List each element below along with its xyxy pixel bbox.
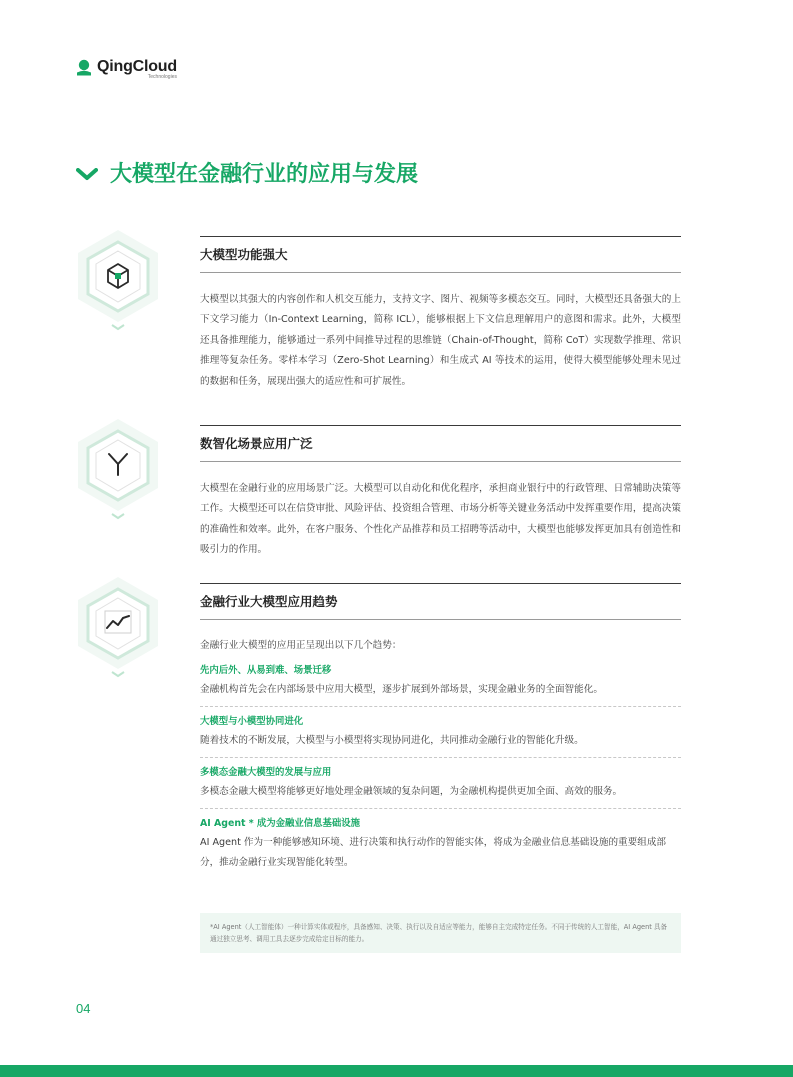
trend-item (200, 707, 681, 757)
trends-intro: 金融行业大模型的应用正呈现出以下几个趋势： (200, 640, 402, 651)
branch-icon (72, 417, 164, 527)
qingcloud-logo (76, 58, 177, 80)
trend-text: 金融机构首先会在内部场景中应用大模型，逐步扩展到外部场景，实现金融业务的全面智能化。 (200, 684, 603, 695)
section-title: 数智化场景应用广泛 (200, 436, 313, 451)
trend-item (200, 758, 681, 808)
trend-title: 大模型与小模型协同进化 (200, 716, 304, 727)
brand-name: QingCloud (97, 58, 177, 75)
trend-text: AI Agent 作为一种能够感知环境、进行决策和执行动作的智能实体，将成为金融业信息基础设施的重要组成部分，推动金融行业实现智能化转型。 (200, 837, 667, 868)
brand-subtitle: Technologies (147, 74, 177, 80)
trend-item (200, 656, 681, 706)
cube-icon (72, 228, 164, 338)
trend-title: 先内后外、从易到难、场景迁移 (200, 665, 332, 676)
section-body: 大模型以其强大的内容创作和人机交互能力，支持文字、图片、视频等多模态交互。同时，大模型还具备强大的上下文学习能力（In-Context Learning，简称 ICL），能够根据上下文信息理解用户的意图和需求。此外，大模型还具备推理能力，能够通过一系列中间推导过程的思维链（Chain-of-Thought，简称 CoT）实现数学推理、常识推理等复杂任务。零样本学习（Zero-Shot Learning）和生成式 AI 等技术的运用，使得大模型能够处理未见过的数据和任务，展现出强大的适应性和可扩展性。 (200, 294, 681, 387)
trend-title: 多模态金融大模型的发展与应用 (200, 767, 332, 778)
chevron-down-icon (76, 168, 98, 182)
section-title: 金融行业大模型应用趋势 (200, 594, 338, 609)
section-body: 大模型在金融行业的应用场景广泛。大模型可以自动化和优化程序，承担商业银行中的行政管理、日常辅助决策等工作。大模型还可以在信贷审批、风险评估、投资组合管理、市场分析等关键业务活动中发挥重要作用，提高决策的准确性和效率。此外，在客户服务、个性化产品推荐和员工招聘等活动中，大模型也能够发挥更加具有创造性和吸引力的作用。 (200, 483, 681, 556)
footnote-box (200, 913, 681, 953)
trend-item (200, 809, 681, 879)
trend-text: 多模态金融大模型将能够更好地处理金融领域的复杂问题，为金融机构提供更加全面、高效的服务。 (200, 786, 623, 797)
footer-bar (0, 1065, 793, 1077)
section-title: 大模型功能强大 (200, 247, 288, 262)
trend-text: 随着技术的不断发展，大模型与小模型将实现协同进化，共同推动金融行业的智能化升级。 (200, 735, 584, 746)
page-title: 大模型在金融行业的应用与发展 (110, 162, 419, 187)
trend-title: AI Agent * 成为金融业信息基础设施 (200, 818, 361, 829)
qingcloud-logo-icon (76, 59, 92, 77)
page-heading (76, 160, 418, 190)
page-number: 04 (76, 1001, 91, 1016)
footnote-text: *AI Agent（人工智能体）一种计算实体或程序，具备感知、决策、执行以及自适应等能力，能够自主完成特定任务。不同于传统的人工智能，AI Agent 具备通过独立思考、调用工具去逐步完成给定目标的能力。 (210, 923, 668, 943)
trend-line-icon (72, 575, 164, 685)
